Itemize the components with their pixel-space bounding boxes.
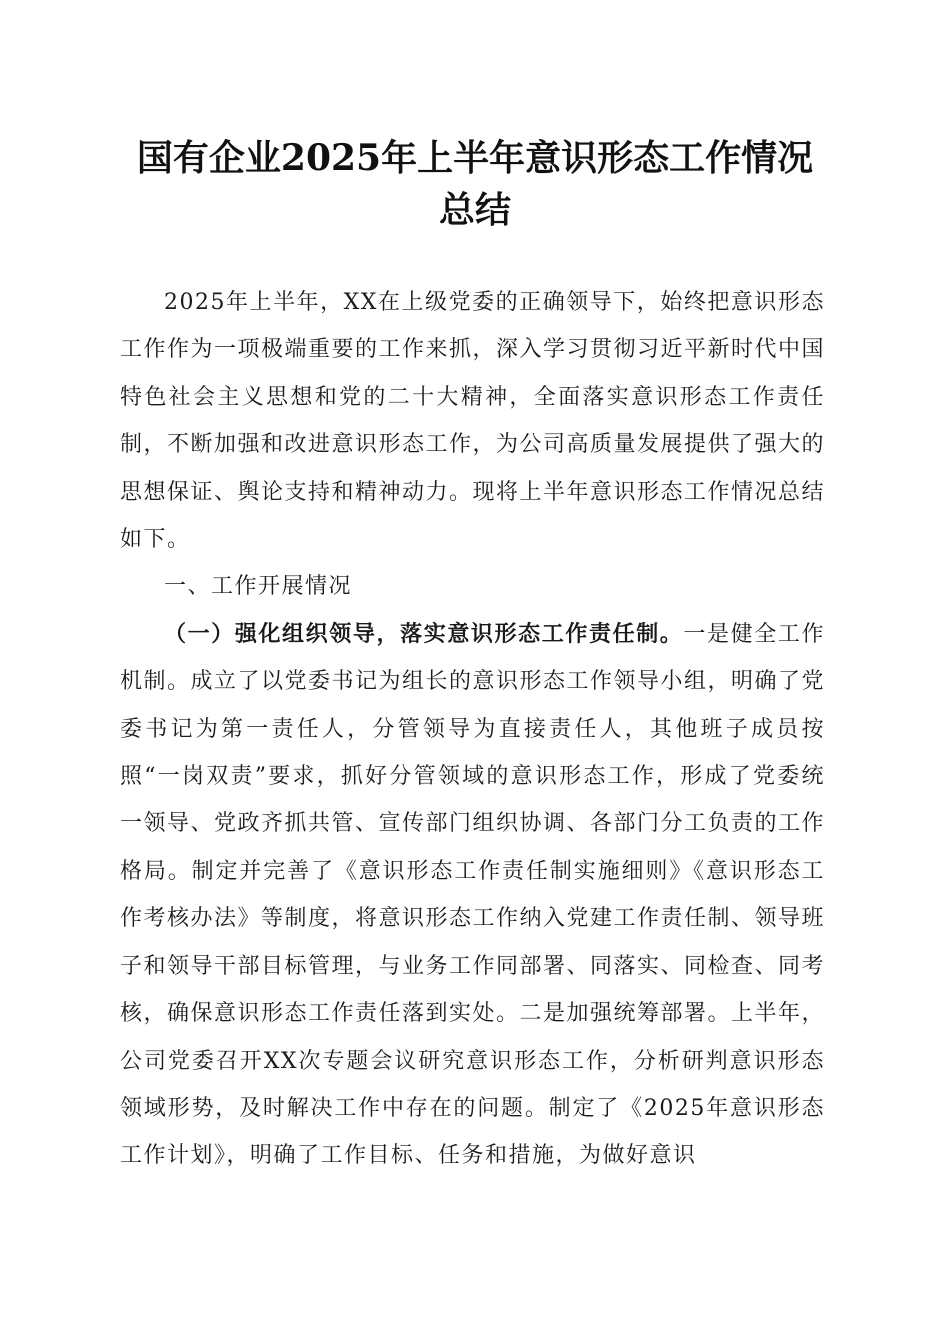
subsection-body: 一是健全工作机制。成立了以党委书记为组长的意识形态工作领导小组，明确了党委书记为第一责任人，分管领导为直接责任人，其他班子成员按照“一岗双责”要求，抓好分管领域的意识形态工作，形成了党委统一领导、党政齐抓共管、宣传部门组织协调、各部门分工负责的工作格局。制定并完善了《意识形态工作责任制实施细则》《意识形态工作考核办法》等制度，将意识形态工作纳入党建工作责任制、领导班子和领导干部目标管理，与业务工作同部署、同落实、同检查、同考核，确保意识形态工作责任落到实处。二是加强统筹部署。上半年，公司党委召开XX次专题会议研究意识形态工作，分析研判意识形态领域形势，及时解决工作中存在的问题。制定了《2025年意识形态工作计划》，明确了工作目标、任务和措施，为做好意识 [120, 621, 826, 1169]
section-heading: 一、工作开展情况 [164, 574, 353, 600]
subsection-paragraph [120, 611, 825, 1180]
document-body [120, 279, 825, 1180]
document-title: 国有企业2025年上半年意识形态工作情况总结 [136, 137, 814, 231]
intro-paragraph: 2025年上半年，XX在上级党委的正确领导下，始终把意识形态工作作为一项极端重要的工作来抓，深入学习贯彻习近平新时代中国特色社会主义思想和党的二十大精神，全面落实意识形态工作责任制，不断加强和改进意识形态工作，为公司高质量发展提供了强大的思想保证、舆论支持和精神动力。现将上半年意识形态工作情况总结如下。 [120, 290, 826, 553]
subsection-lead: （一）强化组织领导，落实意识形态工作责任制。 [164, 620, 684, 647]
